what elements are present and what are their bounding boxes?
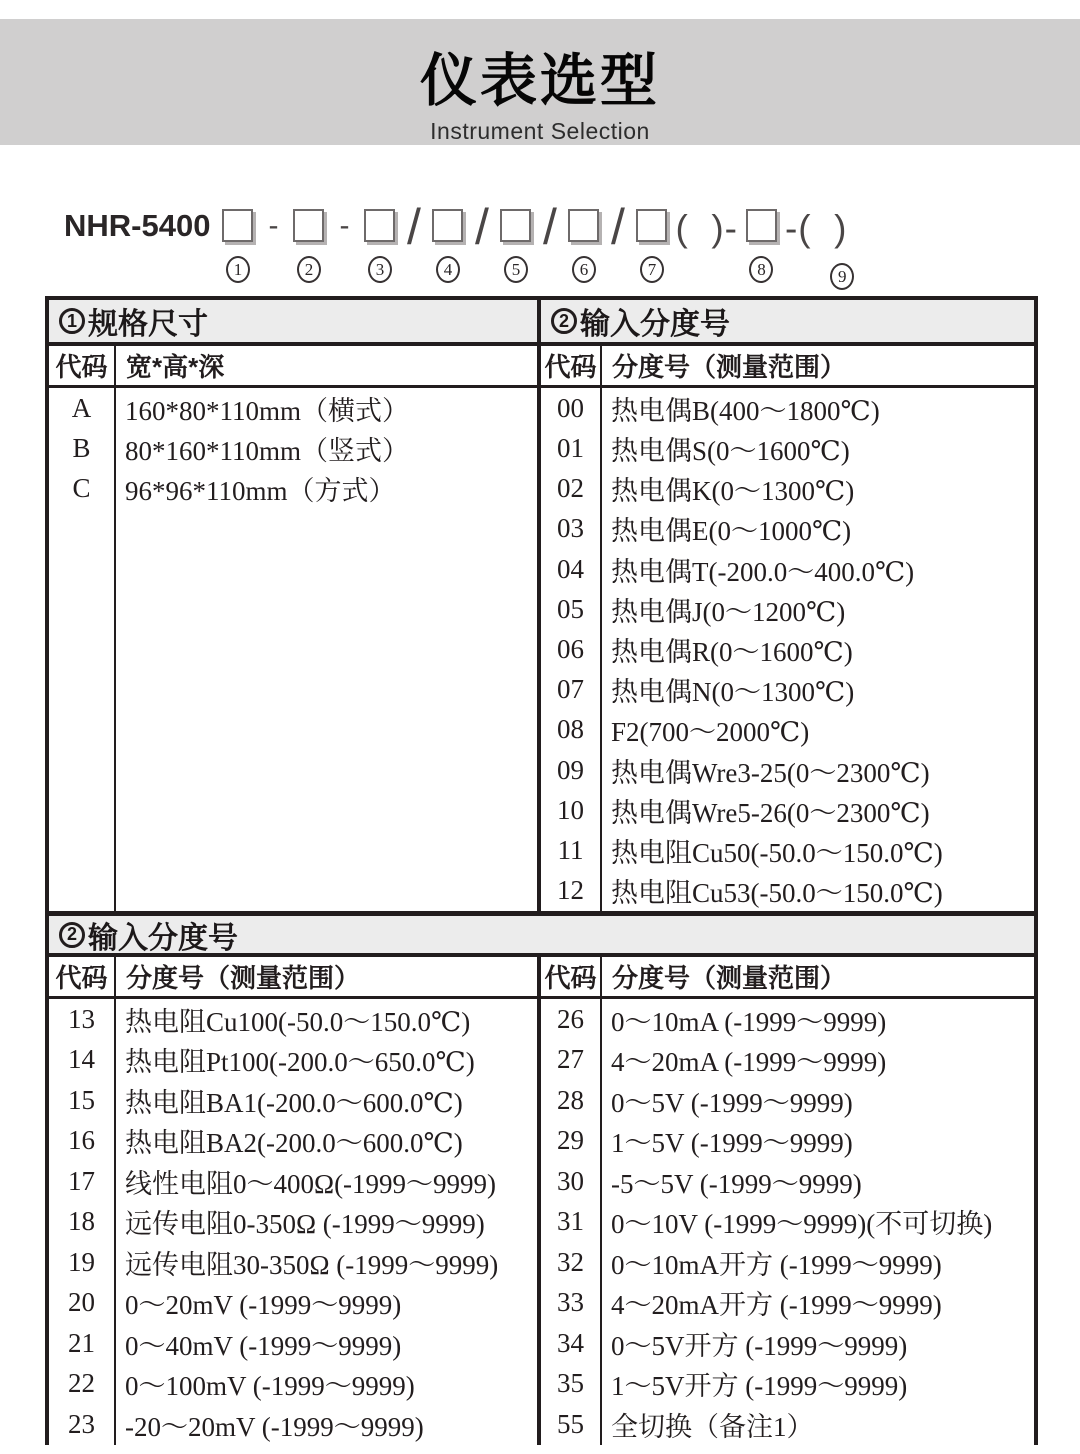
code-cell: 55 (557, 1408, 584, 1439)
selection-table (45, 296, 1038, 1445)
model-slot-5 (500, 209, 531, 283)
position-marker-8: 8 (749, 256, 773, 283)
desc-cell: 全切换（备注1） (611, 1411, 814, 1442)
position-marker-5: 5 (504, 256, 528, 283)
code-cell: 06 (557, 634, 584, 665)
desc-cell: 热电阻Cu100(-50.0～150.0℃) (125, 1006, 471, 1037)
table1-body (49, 388, 1034, 911)
desc-cell: 远传电阻0-350Ω (-1999～9999) (125, 1209, 485, 1240)
code-cell: 29 (557, 1125, 584, 1156)
table2-body (49, 999, 1034, 1445)
model-slot-1 (222, 209, 253, 283)
table2-section-header (49, 911, 1034, 957)
code-box-2 (293, 209, 324, 242)
code-cell: 32 (557, 1246, 584, 1277)
section-title: 规格尺寸 (88, 308, 208, 341)
table2-left-body (49, 999, 541, 1445)
code-cell: B (72, 432, 91, 463)
separator (395, 199, 432, 255)
desc-cell: 热电阻BA1(-200.0～600.0℃) (125, 1087, 463, 1118)
code-box-3 (364, 209, 395, 242)
circled-number-icon: 2 (551, 308, 577, 334)
model-slot-3 (364, 209, 395, 283)
code-cell: 28 (557, 1084, 584, 1115)
table2-right-body (541, 999, 1034, 1445)
table1-left-body (49, 388, 541, 911)
code-box-7 (636, 209, 667, 242)
code-column (541, 999, 602, 1445)
model-code-line (64, 199, 856, 290)
circled-number-icon: 2 (59, 922, 85, 948)
code-cell: 33 (557, 1287, 584, 1318)
separator (463, 199, 500, 255)
desc-cell: 0～10mA (-1999～9999) (611, 1006, 887, 1037)
slash-separator: / (475, 199, 489, 255)
table2-right-headers (541, 957, 1034, 996)
desc-cell: F2(700～2000℃) (611, 717, 810, 748)
page-subtitle: Instrument Selection (430, 118, 650, 144)
model-slot-4 (432, 209, 463, 283)
slash-separator: / (611, 199, 625, 255)
desc-cell: 热电偶K(0～1300℃) (611, 476, 855, 507)
desc-cell: 热电偶R(0～1600℃) (611, 637, 853, 668)
code-cell: 16 (68, 1125, 95, 1156)
code-cell: 09 (557, 754, 584, 785)
model-slot-6 (568, 209, 599, 283)
desc-cell: 热电阻Cu50(-50.0～150.0℃) (611, 838, 943, 869)
position-marker-2: 2 (297, 256, 321, 283)
code-cell: 08 (557, 714, 584, 745)
code-cell: A (71, 392, 92, 423)
desc-cell: 热电偶N(0～1300℃) (611, 677, 855, 708)
column-header-code: 代码 (541, 346, 602, 385)
desc-cell: 96*96*110mm（方式） (125, 475, 396, 506)
code-box-4 (432, 209, 463, 242)
code-box-8 (746, 209, 777, 242)
desc-cell: 热电偶T(-200.0～400.0℃) (611, 556, 915, 587)
table1-column-header-row (49, 346, 1034, 388)
section-title: 输入分度号 (580, 308, 730, 341)
desc-cell: 热电阻Pt100(-200.0～650.0℃) (125, 1047, 475, 1078)
code-box-1 (222, 209, 253, 242)
column-header-division: 分度号（测量范围） (126, 963, 361, 993)
code-cell: 21 (68, 1327, 95, 1358)
code-cell: 18 (68, 1206, 95, 1237)
column-header-code: 代码 (49, 957, 116, 996)
desc-cell: 0～5V开方 (-1999～9999) (611, 1330, 908, 1361)
paren-dash-separator: ( )- (675, 208, 738, 249)
desc-cell: 热电阻Cu53(-50.0～150.0℃) (611, 878, 943, 909)
separator (667, 209, 746, 249)
code-cell: 13 (68, 1003, 95, 1034)
code-cell: 12 (557, 875, 584, 906)
code-cell: 05 (557, 593, 584, 624)
table2-left-headers (49, 957, 541, 996)
page-title: 仪表选型 (420, 49, 660, 113)
position-marker-4: 4 (436, 256, 460, 283)
column-header-code: 代码 (541, 957, 602, 996)
code-cell: 01 (557, 432, 584, 463)
model-slot-2 (293, 209, 324, 283)
position-marker-7: 7 (640, 256, 664, 283)
separator (253, 209, 293, 243)
position-marker-6: 6 (572, 256, 596, 283)
desc-cell: -20～20mV (-1999～9999) (125, 1411, 424, 1442)
desc-column (116, 388, 537, 911)
code-cell: 07 (557, 674, 584, 705)
section-header-input-division (541, 300, 1034, 342)
slash-separator: / (543, 199, 557, 255)
model-slot-9 (777, 209, 856, 290)
section-header-spec-size (49, 300, 541, 342)
model-slot-7 (636, 209, 667, 283)
code-cell: 31 (557, 1206, 584, 1237)
separator (324, 209, 364, 243)
desc-cell: 热电偶Wre3-25(0～2300℃) (611, 757, 930, 788)
code-cell: 10 (557, 794, 584, 825)
code-cell: C (72, 472, 91, 503)
code-box-5 (500, 209, 531, 242)
code-cell: 14 (68, 1044, 95, 1075)
desc-cell: 热电偶E(0～1000℃) (611, 516, 852, 547)
code-cell: 27 (557, 1044, 584, 1075)
desc-cell: 热电阻BA2(-200.0～600.0℃) (125, 1128, 463, 1159)
column-header-division: 分度号（测量范围） (612, 352, 847, 382)
code-box-6 (568, 209, 599, 242)
code-cell: 11 (557, 835, 584, 866)
desc-cell: 0～10V (-1999～9999)(不可切换) (611, 1209, 993, 1240)
desc-cell: 线性电阻0～400Ω(-1999～9999) (125, 1168, 497, 1199)
desc-cell: 4～20mA (-1999～9999) (611, 1047, 887, 1078)
desc-column (602, 388, 1034, 911)
desc-cell: 0～5V (-1999～9999) (611, 1087, 853, 1118)
code-cell: 22 (68, 1368, 95, 1399)
position-marker-1: 1 (226, 256, 250, 283)
code-cell: 03 (557, 513, 584, 544)
table1-section-header-row (49, 300, 1034, 346)
section-title: 输入分度号 (88, 921, 238, 955)
slash-separator: / (407, 199, 421, 255)
code-cell: 15 (68, 1084, 95, 1115)
code-column (49, 388, 116, 911)
dash-separator: - (268, 209, 279, 242)
dash-paren-separator: -( ) (784, 208, 848, 249)
model-prefix: NHR-5400 (64, 208, 211, 243)
model-slot-8 (746, 209, 777, 283)
code-cell: 35 (557, 1368, 584, 1399)
desc-cell: 热电偶Wre5-26(0～2300℃) (611, 797, 930, 828)
table1-right-body (541, 388, 1034, 911)
desc-cell: 1～5V开方 (-1999～9999) (611, 1371, 908, 1402)
desc-cell: 1～5V (-1999～9999) (611, 1128, 853, 1159)
position-marker-9: 9 (830, 263, 854, 290)
code-column (541, 388, 602, 911)
code-cell: 04 (557, 553, 584, 584)
position-marker-3: 3 (368, 256, 392, 283)
desc-column (116, 999, 537, 1445)
desc-column (602, 999, 1034, 1445)
code-cell: 23 (68, 1408, 95, 1439)
desc-cell: 远传电阻30-350Ω (-1999～9999) (125, 1249, 499, 1280)
column-header-division: 分度号（测量范围） (612, 963, 847, 993)
desc-cell: 热电偶J(0～1200℃) (611, 596, 846, 627)
code-cell: 19 (68, 1246, 95, 1277)
desc-cell: 0～40mV (-1999～9999) (125, 1330, 402, 1361)
code-column (49, 999, 116, 1445)
table2-column-header-row (49, 957, 1034, 999)
table1-right-headers (541, 346, 1034, 385)
column-header-dimensions: 宽*高*深 (126, 352, 225, 382)
desc-cell: 4～20mA开方 (-1999～9999) (611, 1290, 942, 1321)
desc-cell: 80*160*110mm（竖式） (125, 435, 410, 466)
page-header-band (0, 19, 1080, 145)
code-cell: 26 (557, 1003, 584, 1034)
code-cell: 20 (68, 1287, 95, 1318)
separator (599, 199, 636, 255)
desc-cell: 0～20mV (-1999～9999) (125, 1290, 402, 1321)
code-cell: 34 (557, 1327, 584, 1358)
separator (531, 199, 568, 255)
code-cell: 00 (557, 392, 584, 423)
table1-left-headers (49, 346, 541, 385)
desc-cell: 160*80*110mm（横式） (125, 395, 410, 426)
circled-number-icon: 1 (59, 308, 85, 334)
desc-cell: -5～5V (-1999～9999) (611, 1168, 862, 1199)
code-cell: 02 (557, 473, 584, 504)
desc-cell: 0～10mA开方 (-1999～9999) (611, 1249, 942, 1280)
desc-cell: 热电偶B(400～1800℃) (611, 395, 880, 426)
desc-cell: 热电偶S(0～1600℃) (611, 435, 850, 466)
dash-separator: - (339, 209, 350, 242)
code-cell: 30 (557, 1165, 584, 1196)
desc-cell: 0～100mV (-1999～9999) (125, 1371, 415, 1402)
column-header-code: 代码 (49, 346, 116, 385)
code-cell: 17 (68, 1165, 95, 1196)
